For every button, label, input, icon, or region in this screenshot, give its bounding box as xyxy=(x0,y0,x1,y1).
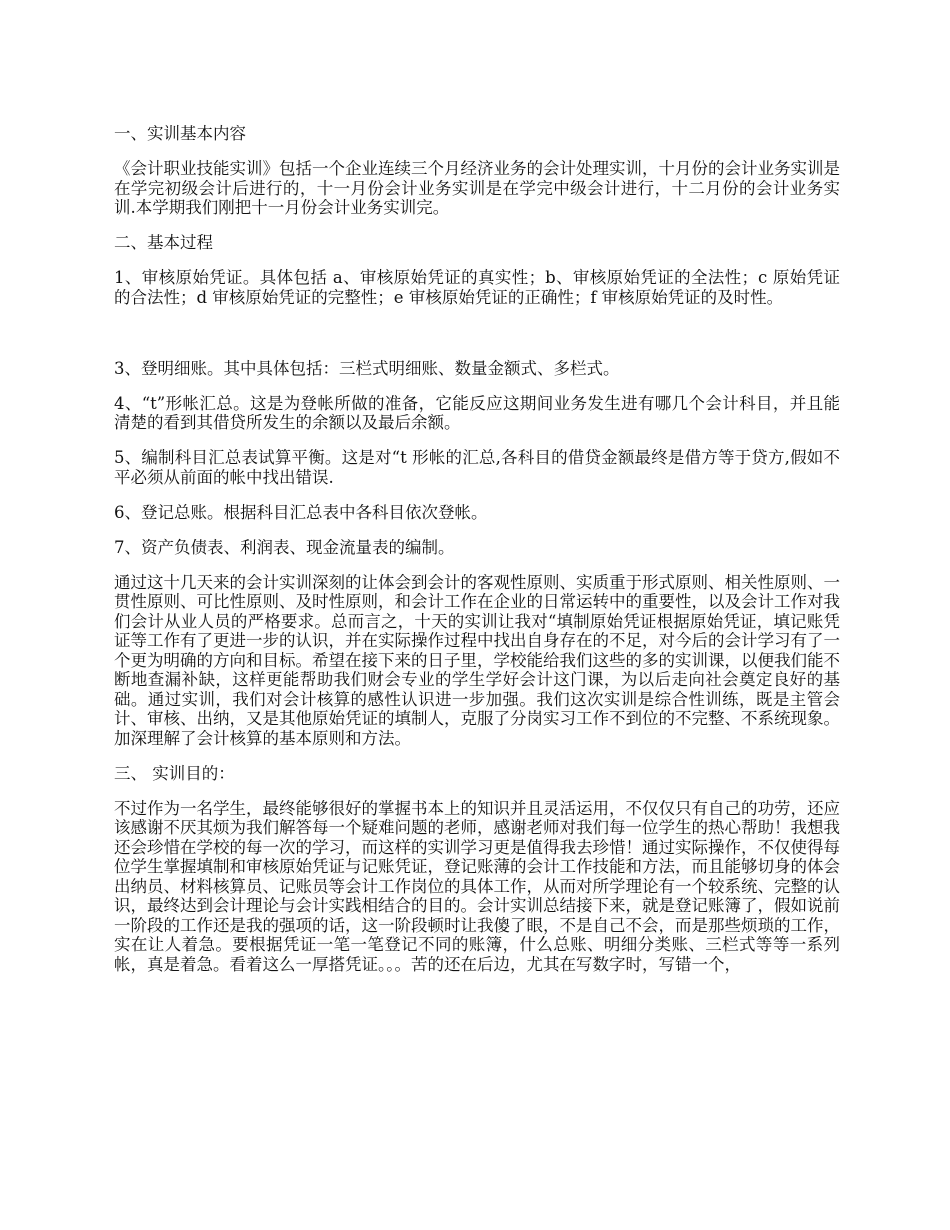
section-heading-1: 一、实训基本内容 xyxy=(114,124,246,143)
step-1-paragraph: 1、审核原始凭证。具体包括 a、审核原始凭证的真实性；b、审核原始凭证的全法性；c 原始凭证的合法性；d 审核原始凭证的完整性；e 审核原始凭证的正确性；f 审核原始凭证的及时性。 xyxy=(114,268,840,307)
section-heading-2: 二、基本过程 xyxy=(114,233,213,252)
blank-gap xyxy=(114,323,840,359)
step-4-paragraph: 4、“t”形帐汇总。这是为登帐所做的准备，它能反应这期间业务发生进有哪几个会计科目，并且能清楚的看到其借贷所发生的余额以及最后余额。 xyxy=(114,393,840,432)
step-7-paragraph: 7、资产负债表、利润表、现金流量表的编制。 xyxy=(114,537,455,557)
summary-paragraph: 通过这十几天来的会计实训深刻的让体会到会计的客观性原则、实质重于形式原则、相关性原则、一贯性原则、可比性原则、及时性原则，和会计工作在企业的日常运转中的重要性，以及会计工作对我们会计从业人员的严格要求。总而言之，十天的实训让我对“填制原始凭证根据原始凭证，填记账凭证等工作有了更进一步的认识，并在实际操作过程中找出自身存在的不足，对今后的会计学习有了一个更为明确的方向和目标。希望在接下来的日子里，学校能给我们这些的多的实训课，以便我们能不断地查漏补缺，这样更能帮助我们财会专业的学生学好会计这门课，为以后走向社会奠定良好的基础。通过实训，我们对会计核算的感性认识进一步加强。我们这次实训是综合性训练，既是主管会计、审核、出纳，又是其他原始凭证的填制人，克服了分岗实习工作不到位的不完整、不系统现象。加深理解了会计核算的基本原则和方法。 xyxy=(114,572,840,748)
section-heading-3: 三、 实训目的： xyxy=(114,763,235,783)
intro-paragraph: 《会计职业技能实训》包括一个企业连续三个月经济业务的会计处理实训，十月份的会计业务实训是在学完初级会计后进行的，十一月份会计业务实训是在学完中级会计进行，十二月份的会计业务实训.本学期我们刚把十一月份会计业务实训完。 xyxy=(114,159,840,217)
step-5-paragraph: 5、编制科目汇总表试算平衡。这是对“t 形帐的汇总,各科目的借贷金额最终是借方等于贷方,假如不平必须从前面的帐中找出错误. xyxy=(114,448,840,487)
step-6-paragraph: 6、登记总账。根据科目汇总表中各科目依次登帐。 xyxy=(114,502,488,522)
purpose-paragraph: 不过作为一名学生，最终能够很好的掌握书本上的知识并且灵活运用，不仅仅只有自己的功劳，还应该感谢不厌其烦为我们解答每一个疑难问题的老师，感谢老师对我们每一位学生的热心帮助！我想我还会珍惜在学校的每一次的学习，而这样的实训学习更是值得我去珍惜！通过实际操作，不仅使得每位学生掌握填制和审核原始凭证与记账凭证，登记账薄的会计工作技能和方法，而且能够切身的体会出纳员、材料核算员、记账员等会计工作岗位的具体工作，从而对所学理论有一个较系统、完整的认识，最终达到会计理论与会计实践相结合的目的。会计实训总结接下来，就是登记账簿了，假如说前一阶段的工作还是我的强项的话，这一阶段顿时让我傻了眼，不是自己不会，而是那些烦琐的工作，实在让人着急。要根据凭证一笔一笔登记不同的账簿，什么总账、明细分类账、三栏式等等一系列帐，真是着急。看着这么一厚搭凭证。。。苦的还在后边，尤其在写数字时，写错一个， xyxy=(114,798,840,974)
step-3-paragraph: 3、登明细账。其中具体包括：三栏式明细账、数量金额式、多栏式。 xyxy=(114,358,620,378)
document-body xyxy=(114,124,840,990)
